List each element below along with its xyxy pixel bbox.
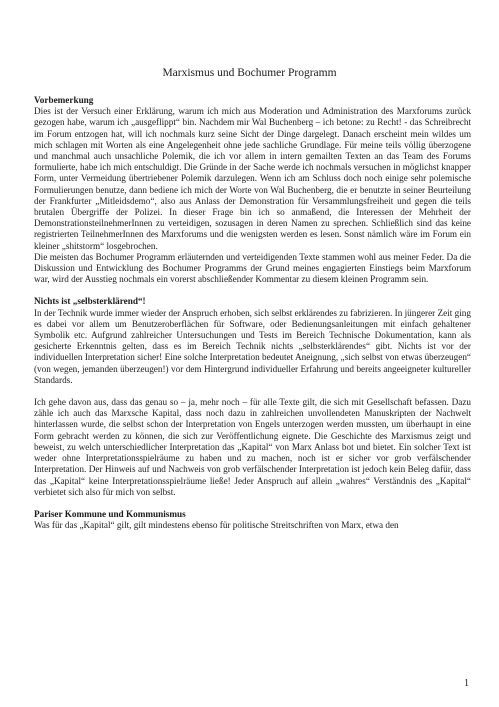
paragraph: In der Technik wurde immer wieder der Anspruch erhoben, sich selbst erklärendes zu fabrizieren. In jüngerer Zeit ging es dabei vor allem um Benutzeroberflächen für Software, oder Bedienungsanleitungen mit einfach gehaltener Symbolik etc. Aufgrund zahlreicher Untersuchungen und Tests im Bereich Technische Dokumentation, kann als gesicherte Erkenntnis gelten, dass es im Bereich Technik nichts „selbsterklärendes“ gibt. Nichts ist vor der individuellen Interpretation sicher! Eine solche Interpretation bedeutet Aneignung, „sich selbst von etwas überzeugen“ (von wegen, jemanden überzeugen!) vor dem Hintergrund individueller Erfahrung und bereits angeeigneter kultureller Standards. (34, 307, 471, 385)
section-heading-pariser-kommune: Pariser Kommune und Kommunismus (34, 508, 186, 519)
section-heading-selbsterklaerend: Nichts ist „selbsterklärend“! (34, 296, 146, 307)
paragraph-gap (34, 386, 471, 397)
paragraph: Was für das „Kapital“ gilt, gilt mindestens ebenso für politische Streitschriften von Marx, etwa den (34, 520, 399, 531)
section-gap (34, 285, 471, 296)
paragraph: Ich gehe davon aus, dass das genau so – ja, mehr noch – für alle Texte gilt, die sich mit Gesellschaft befassen. Dazu zähle ich auch das Marxsche Kapital, dass noch dazu in zahlreichen unvollendeten Manuskripten der Nachwelt hinterlassen wurde, die selbst schon der Interpretation von Engels unterzogen werden mussten, um überhaupt in eine Form gebracht werden zu können, die sich zur Veröffentlichung eignete. Die Geschichte des Marxismus zeigt und beweist, zu welch unterschiedlicher Interpretation das „Kapital“ von Marx Anlass bot und bietet. Ein solcher Text ist weder ohne Interpretationsspielräume zu haben und zu machen, noch ist er sicher vor grob verfälschender Interpretation. Der Hinweis auf und Nachweis von grob verfälschender Interpretation ist jedoch kein Beleg dafür, dass das „Kapital“ keine Interpretationsspielräume ließe! Jeder Anspruch auf allein „wahres“ Verständnis des „Kapital“ verbietet sich also für mich von selbst. (34, 397, 471, 497)
section-gap (34, 498, 471, 509)
section-heading-vorbemerkung: Vorbemerkung (34, 95, 94, 105)
paragraph: Die meisten das Bochumer Programm erläuternden und verteidigenden Texte stammen wohl aus meiner Feder. Da die Diskussion und Entwicklung des Bochumer Programms der Grund meines engagierten Einstiegs beim Marxforum war, wird der Ausstieg nochmals ein vorerst abschließender Kommentar zu diesem kleinen Programm sein. (34, 251, 471, 285)
paragraph: Dies ist der Versuch einer Erklärung, warum ich mich aus Moderation und Administration des Marxforums zurück gezogen habe, warum ich „ausgeflippt“ bin. Nachdem mir Wal Buchenberg – ich betone: zu Recht! - das Schreibrecht im Forum entzogen hat, will ich nochmals kurz seine Sicht der Dinge dargelegt. Danach erscheint mein wildes um mich schlagen mit Worten als eine Angelegenheit ohne jede sachliche Grundlage. Für meine teils völlig überzogene und manchmal auch unsachliche Polemik, die ich vor allem in intern gemailten Texten an das Team des Forums formulierte, habe ich mich entschuldigt. Die Gründe in der Sache werde ich nochmals versuchen in möglichst knapper Form, unter Vermeidung übertriebener Polemik darzulegen. Wenn ich am Schluss doch noch einige sehr polemische Formulierungen benutze, dann bediene ich mich der Worte von Wal Buchenberg, die er benutzte in seiner Beurteilung der Frankfurter „Mitleidsdemo“, also aus Anlass der Demonstration für Versammlungsfreiheit und gegen die teils brutalen Übergriffe der Polizei. In dieser Frage bin ich so anmaßend, die Interessen der Mehrheit der DemonstrationsteilnehmerInnen zu verteidigen, sozusagen in deren Namen zu sprechen. Schließlich sind das keine registrierten TeilnehmerInnen des Marxforums und die wenigsten werden es lesen. Sonst nämlich wäre im Forum ein kleiner „shitstorm“ losgebrochen. (34, 106, 471, 251)
document-body (34, 95, 471, 531)
document-title: Marxismus und Bochumer Programm (162, 67, 337, 79)
page-number: 1 (464, 678, 469, 689)
